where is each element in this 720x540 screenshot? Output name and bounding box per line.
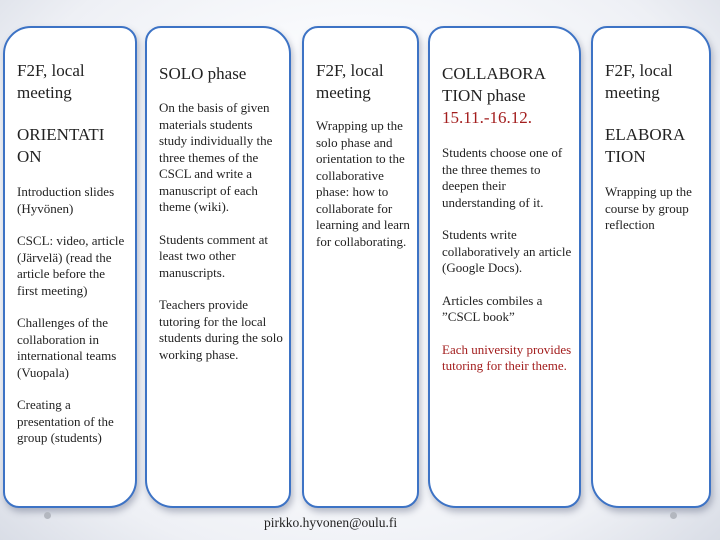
phase-subtitle: ELABORA TION (605, 125, 685, 166)
phase-item: Teachers provide tutoring for the local students during the solo working phase. (159, 297, 283, 362)
phase-card-elaboration (591, 26, 711, 508)
phase-item: Wrapping up the solo phase and orientation to the collaborative phase: how to collaborate for learning and learn for collaborating. (316, 118, 410, 249)
footer-email: pirkko.hyvonen@oulu.fi (264, 515, 398, 530)
phase-item: Introduction slides (Hyvönen) (17, 184, 115, 216)
phase-item: Students choose one of the three themes to deepen their understanding of it. (442, 145, 563, 210)
phase-card-f2f-midpoint (302, 26, 419, 508)
phase-title: COLLABORA TION phase (442, 64, 545, 105)
phase-title: F2F, local meeting (316, 61, 384, 102)
phase-card-solo (145, 26, 291, 508)
slide-dot-right (670, 512, 677, 519)
phase-item: Students write collaboratively an article (Google Docs). (442, 227, 572, 275)
phase-item: Articles combiles a ”CSCL book” (442, 292, 543, 324)
phase-item: Students comment at least two other manuscripts. (159, 231, 269, 280)
phase-item: Wrapping up the course by group reflection (605, 184, 692, 232)
phase-highlight: Each university provides tutoring for their theme. (442, 341, 572, 373)
phase-card-orientation (3, 26, 137, 508)
phase-title: F2F, local meeting (17, 61, 85, 102)
phase-card-collaboration (428, 26, 581, 508)
phase-title: F2F, local meeting (605, 61, 673, 102)
phase-title: SOLO phase (159, 64, 247, 83)
phase-item: Challenges of the collaboration in international teams (Vuopala) (17, 315, 117, 380)
phase-dates: 15.11.-16.12. (442, 108, 533, 127)
slide-dot-left (44, 512, 51, 519)
phase-item: On the basis of given materials students study individually the three themes of the CSCL and write a manuscript of each theme (wiki). (159, 100, 273, 214)
phase-item: CSCL: video, article (Järvelä) (read the article before the first meeting) (17, 233, 125, 298)
phase-subtitle: ORIENTATI ON (17, 125, 105, 166)
phase-item: Creating a presentation of the group (students) (17, 397, 114, 445)
